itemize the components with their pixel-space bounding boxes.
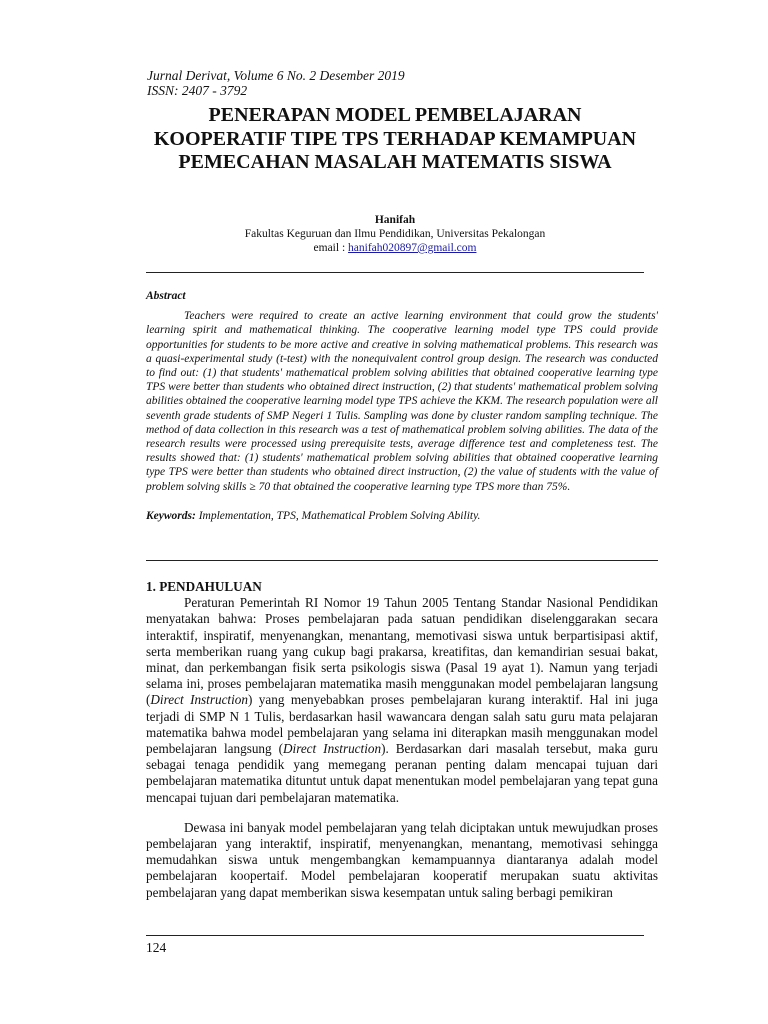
paragraph: Dewasa ini banyak model pembelajaran yang telah diciptakan untuk mewujudkan proses pembelajaran yang interaktif, inspiratif, menyenangkan, menantang, memotivasi sehingga memudahkan siswa untuk mengembangkan kemampuannya diantaranya adalah model pembelajaran koopertaif. Model pembelajaran kooperatif merupakan suatu aktivitas pembelajaran yang dapat memberikan siswa kesempatan untuk saling berbagi pemikiran	[146, 819, 658, 900]
journal-issn: ISSN: 2407 - 3792	[147, 83, 248, 98]
author-email-line	[140, 241, 650, 255]
author-affiliation: Fakultas Keguruan dan Ilmu Pendidikan, Universitas Pekalongan	[244, 228, 546, 240]
page-number: 124	[146, 940, 167, 955]
keywords-text: Implementation, TPS, Mathematical Problem Solving Ability.	[195, 509, 481, 522]
paragraph-text: Peraturan Pemerintah RI Nomor 19 Tahun 2005 Tentang Standar Nasional Pendidikan menyatakan bahwa: Proses pembelajaran pada satuan pendidikan diselenggarakan secara interaktif, inspiratif, menyenangkan, menantang, memotivasi siswa untuk berpartisipasi aktif, serta memberikan ruang yang cukup bagi prakarsa, kreatifitas, dan kemandirian sesuai bakat, minat, dan perkembangan fisik serta psikologis siswa (Pasal 19 ayat 1). Namun yang terjadi selama ini, proses pembelajaran matematika masih menggunakan model pembelajaran langsung (	[146, 595, 658, 708]
author-block	[140, 213, 650, 255]
section-heading: 1. PENDAHULUAN	[146, 579, 262, 594]
paragraph-text: ) yang menyebabkan proses pembelajaran kurang interaktif. Hal ini juga terjadi di SMP N 1 Tulis, berdasarkan hasil wawancara dengan salah satu guru mata pelajaran matematika bahwa model pembelajaran yang selama ini diterapkan masih menggunakan model pembelajaran langsung (	[146, 692, 658, 757]
journal-header	[147, 68, 405, 98]
author-name: Hanifah	[374, 214, 416, 226]
abstract-heading: Abstract	[146, 290, 186, 302]
top-divider	[146, 272, 644, 273]
footer-divider	[146, 935, 644, 936]
abstract-divider	[146, 560, 658, 561]
journal-citation: Jurnal Derivat, Volume 6 No. 2 Desember 2019	[147, 68, 405, 83]
article-title: PENERAPAN MODEL PEMBELAJARAN KOOPERATIF TIPE TPS TERHADAP KEMAMPUAN PEMECAHAN MASALAH MATEMATIS SISWA	[153, 104, 637, 173]
paragraph	[146, 595, 658, 806]
introduction-section	[146, 579, 658, 901]
author-email-link[interactable]: hanifah020897@gmail.com	[348, 242, 477, 254]
emphasis-text: Direct Instruction	[150, 692, 248, 708]
emphasis-text: Direct Instruction	[283, 741, 382, 757]
paragraph-text: ). Berdasarkan dari masalah tersebut, maka guru sebagai tenaga pendidik yang memegang peranan penting dalam mencapai tujuan dari pembelajaran matematika dituntut untuk dapat menentukan model pembelajaran yang tepat guna mencapai tujuan dari pembelajaran matematika.	[146, 741, 659, 805]
abstract-body: Teachers were required to create an active learning environment that could grow the students' learning spirit and mathematical thinking. The cooperative learning model type TPS could provide opportunities for students to be more active and creative in solving mathematical problems. This research was a quasi-experimental study (t-test) with the nonequivalent control group design. The research was conducted to find out: (1) that students' mathematical problem solving abilities that obtained cooperative learning type TPS were better than students who obtained direct instruction, (2) that students' mathematical problem solving abilities obtained the cooperative learning model type TPS achieve the KKM. The research population were all seventh grade students of SMP Negeri 1 Tulis. Sampling was done by cluster random sampling technique. The method of data collection in this research was a test of mathematical problem solving abilities. The data of the research results were processed using prerequisite tests, average difference test and completeness test. The results showed that: (1) students' mathematical problem solving abilities that obtained cooperative learning type TPS were better than students who obtained direct instruction, (2) the value of students with the value of problem solving skills ≥ 70 that obtained the cooperative learning type TPS more than 75%.	[146, 310, 658, 493]
keywords-line	[146, 509, 658, 523]
abstract-section	[146, 289, 658, 523]
keywords-label: Keywords:	[146, 509, 196, 522]
email-label: email :	[313, 242, 349, 254]
